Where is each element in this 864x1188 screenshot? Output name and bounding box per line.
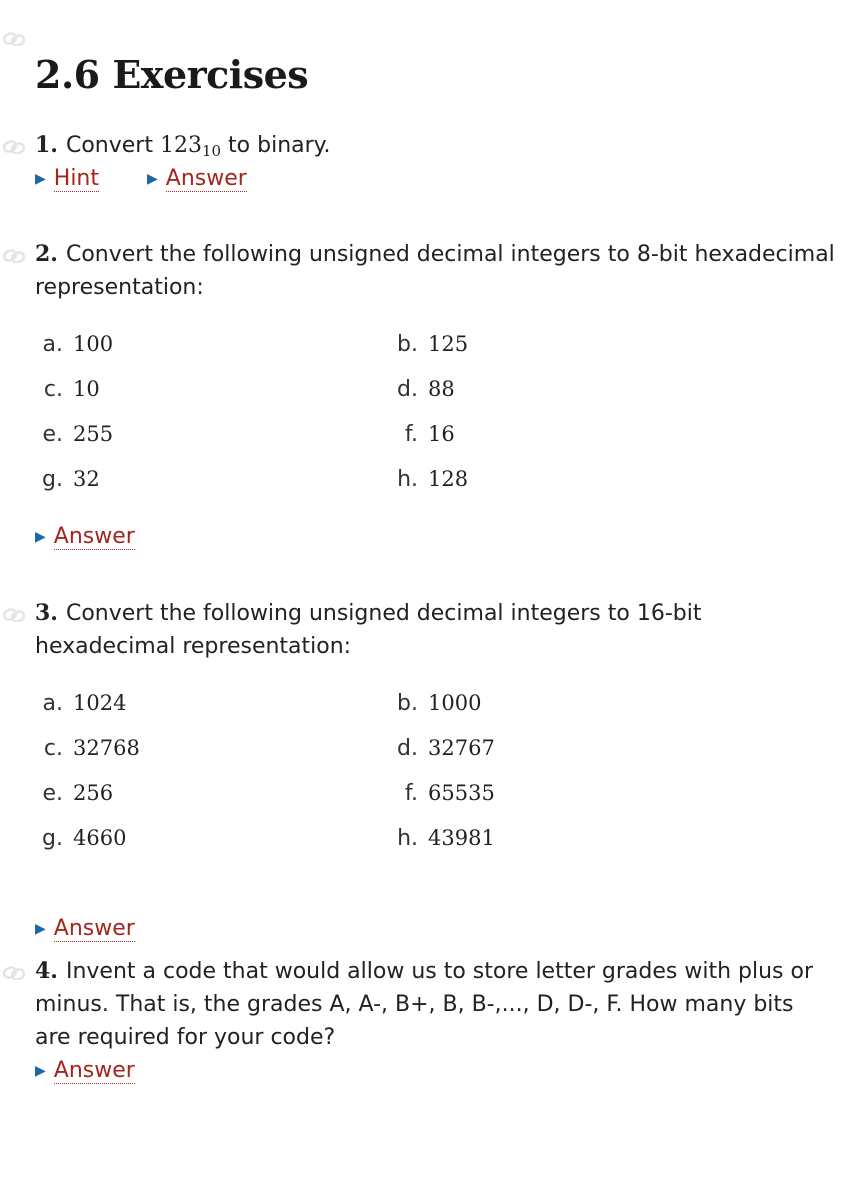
- task-label: f.: [404, 781, 418, 806]
- task-label: f.: [404, 422, 418, 447]
- knowl-row: [35, 162, 845, 195]
- knowl-row: [35, 912, 845, 945]
- task-label: g.: [42, 467, 63, 492]
- task-item: [35, 329, 113, 359]
- statement-text: Convert: [65, 133, 160, 158]
- task-item: [35, 733, 140, 763]
- task-item: [390, 733, 495, 763]
- exercise-number: 3.: [35, 600, 58, 626]
- task-value: 88: [428, 377, 455, 401]
- task-item: [35, 464, 100, 494]
- permalink-icon[interactable]: [2, 249, 26, 263]
- task-item: [390, 464, 468, 494]
- task-label: g.: [42, 826, 63, 851]
- task-item: [35, 823, 126, 853]
- exercise-2: [35, 238, 845, 304]
- knowl-label: Hint: [53, 166, 100, 191]
- task-value: 128: [428, 467, 469, 491]
- statement-text: to binary.: [221, 133, 331, 158]
- task-item: [390, 778, 495, 808]
- exercise-number: 2.: [35, 241, 58, 267]
- task-item: [390, 374, 455, 404]
- math-base: 123: [159, 133, 202, 158]
- task-label: d.: [397, 736, 418, 761]
- task-label: a.: [42, 332, 63, 357]
- disclosure-triangle-icon: ▶: [35, 921, 46, 937]
- disclosure-triangle-icon: ▶: [147, 171, 158, 187]
- math-subscript: 10: [201, 142, 222, 160]
- task-item: [35, 688, 126, 718]
- task-value: 16: [428, 422, 455, 446]
- exercise-statement: [35, 238, 845, 304]
- exercise-number: 1.: [35, 132, 58, 158]
- permalink-icon[interactable]: [2, 140, 26, 154]
- task-item: [35, 374, 100, 404]
- exercise-1: [35, 129, 845, 195]
- knowl-label: Answer: [53, 1058, 135, 1083]
- task-label: c.: [43, 377, 63, 402]
- math-number: [160, 133, 221, 158]
- task-value: 10: [73, 377, 100, 401]
- task-label: a.: [42, 691, 63, 716]
- statement-text: Invent a code that would allow us to store letter grades with plus or minus. That is, the grades A, A-, B+, B, B-,..., D, D-, F. How many bits are required for your code?: [35, 959, 814, 1050]
- task-item: [390, 688, 481, 718]
- task-value: 32767: [428, 736, 495, 760]
- task-item: [35, 778, 113, 808]
- answer-knowl[interactable]: [35, 912, 135, 948]
- task-value: 4660: [73, 826, 127, 850]
- exercise-statement: [35, 955, 825, 1054]
- answer-knowl[interactable]: [35, 520, 135, 556]
- task-item: [35, 419, 113, 449]
- task-value: 125: [428, 332, 469, 356]
- task-value: 65535: [428, 781, 495, 805]
- knowl-label: Answer: [53, 916, 135, 941]
- disclosure-triangle-icon: ▶: [35, 529, 46, 545]
- task-label: h.: [397, 467, 418, 492]
- task-value: 32768: [73, 736, 140, 760]
- permalink-icon[interactable]: [2, 608, 26, 622]
- exercise-3: [35, 597, 735, 663]
- exercise-number: 4.: [35, 958, 58, 984]
- task-label: c.: [43, 736, 63, 761]
- disclosure-triangle-icon: ▶: [35, 171, 46, 187]
- task-label: b.: [397, 332, 418, 357]
- task-value: 32: [73, 467, 100, 491]
- statement-text: Convert the following unsigned decimal integers to 16-bit hexadecimal representation:: [35, 601, 702, 659]
- answer-knowl[interactable]: [35, 1054, 135, 1090]
- task-label: h.: [397, 826, 418, 851]
- task-value: 256: [73, 781, 114, 805]
- task-label: d.: [397, 377, 418, 402]
- statement-text: Convert the following unsigned decimal integers to 8-bit hexadecimal representation:: [35, 242, 835, 300]
- task-value: 100: [73, 332, 114, 356]
- knowl-row: [35, 520, 845, 553]
- task-label: e.: [42, 781, 63, 806]
- task-item: [390, 329, 468, 359]
- task-value: 43981: [428, 826, 495, 850]
- knowl-row: [35, 1054, 825, 1087]
- task-label: e.: [42, 422, 63, 447]
- hint-knowl[interactable]: [35, 162, 99, 198]
- disclosure-triangle-icon: ▶: [35, 1063, 46, 1079]
- exercise-statement: [35, 597, 735, 663]
- knowl-label: Answer: [165, 166, 247, 191]
- task-item: [390, 823, 495, 853]
- exercise-4: [35, 955, 825, 1087]
- permalink-icon[interactable]: [2, 32, 26, 46]
- permalink-icon[interactable]: [2, 966, 26, 980]
- knowl-label: Answer: [53, 524, 135, 549]
- task-value: 1000: [428, 691, 482, 715]
- page-title: 2.6 Exercises: [35, 52, 309, 97]
- task-label: b.: [397, 691, 418, 716]
- task-item: [390, 419, 455, 449]
- task-value: 1024: [73, 691, 127, 715]
- answer-knowl[interactable]: [147, 162, 247, 198]
- task-value: 255: [73, 422, 114, 446]
- exercise-statement: [35, 129, 845, 162]
